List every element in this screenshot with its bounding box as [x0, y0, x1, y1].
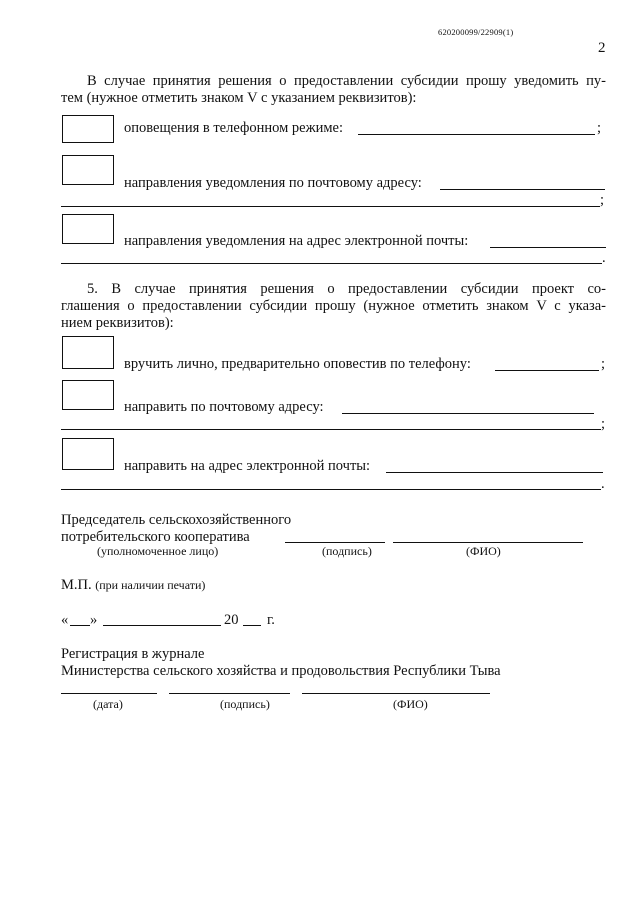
- registration-caption-date: (дата): [93, 697, 123, 711]
- date-day-line[interactable]: [70, 625, 90, 626]
- seal-note: (при наличии печати): [95, 578, 206, 592]
- option-end-email: .: [602, 250, 606, 266]
- signature-title-line1: Председатель сельскохозяйственного: [61, 512, 292, 528]
- checkbox-send-post[interactable]: [62, 380, 114, 410]
- registration-caption-fio: (ФИО): [393, 697, 428, 711]
- registration-caption-sign: (подпись): [220, 697, 270, 711]
- registration-date-line[interactable]: [61, 693, 157, 694]
- post-field-line[interactable]: [440, 189, 605, 190]
- checkbox-notify-phone[interactable]: [62, 115, 114, 143]
- option-end-deliver-personally: ;: [601, 356, 606, 372]
- post-field-line-2[interactable]: [61, 206, 600, 207]
- item5-line3: нием реквизитов):: [61, 315, 174, 331]
- date-close-quote: »: [90, 612, 98, 628]
- date-year-line[interactable]: [243, 625, 261, 626]
- date-year-prefix: 20: [224, 612, 239, 628]
- caption-authorized-person: (уполномоченное лицо): [97, 544, 219, 558]
- caption-signature: (подпись): [322, 544, 372, 558]
- item5-line2: глашения о предоставлении субсидии прошу (нужное отметить знаком V с указа-: [61, 298, 606, 314]
- registration-fio-line[interactable]: [302, 693, 490, 694]
- send-email-field-line-2[interactable]: [61, 489, 601, 490]
- option-label-send-post: направить по почтовому адресу:: [124, 399, 324, 415]
- registration-line1: Регистрация в журнале: [61, 646, 205, 662]
- checkbox-notify-email[interactable]: [62, 214, 114, 244]
- option-label-deliver-personally: вручить лично, предварительно оповестив по телефону:: [124, 356, 471, 372]
- send-email-field-line[interactable]: [386, 472, 603, 473]
- item5-line1: 5. В случае принятия решения о предоставлении субсидии проект со-: [87, 281, 606, 297]
- notification-intro-line1: В случае принятия решения о предоставлении субсидии прошу уведомить пу-: [87, 73, 606, 89]
- option-label-email: направления уведомления на адрес электронной почты:: [124, 233, 469, 249]
- option-end-phone: ;: [597, 120, 602, 136]
- send-post-field-line-2[interactable]: [61, 429, 601, 430]
- option-end-send-email: .: [601, 476, 605, 492]
- date-month-line[interactable]: [103, 625, 221, 626]
- deliver-phone-field-line[interactable]: [495, 370, 599, 371]
- option-end-send-post: ;: [601, 416, 606, 432]
- option-label-post: направления уведомления по почтовому адресу:: [124, 175, 422, 191]
- option-end-post: ;: [600, 192, 605, 208]
- notification-intro-line2: тем (нужное отметить знаком V с указанием реквизитов):: [61, 90, 417, 106]
- checkbox-deliver-personally[interactable]: [62, 336, 114, 369]
- seal-label: М.П. (при наличии печати): [61, 577, 206, 593]
- signature-title-line2: потребительского кооператива: [61, 529, 250, 545]
- date-year-suffix: г.: [267, 612, 275, 628]
- option-label-send-email: направить на адрес электронной почты:: [124, 458, 371, 474]
- checkbox-notify-post[interactable]: [62, 155, 114, 185]
- registration-sign-line[interactable]: [169, 693, 290, 694]
- send-post-field-line[interactable]: [342, 413, 594, 414]
- registration-line2: Министерства сельского хозяйства и продовольствия Республики Тыва: [61, 663, 501, 679]
- document-id: 620200099/22909(1): [438, 27, 514, 37]
- option-label-phone: оповещения в телефонном режиме:: [124, 120, 344, 136]
- date-open-quote: «: [61, 612, 69, 628]
- page-number: 2: [598, 40, 606, 56]
- phone-field-line[interactable]: [358, 134, 595, 135]
- checkbox-send-email[interactable]: [62, 438, 114, 470]
- email-field-line-2[interactable]: [61, 263, 602, 264]
- email-field-line[interactable]: [490, 247, 606, 248]
- signature-fio-line[interactable]: [393, 542, 583, 543]
- signature-sign-line[interactable]: [285, 542, 385, 543]
- caption-fio: (ФИО): [466, 544, 501, 558]
